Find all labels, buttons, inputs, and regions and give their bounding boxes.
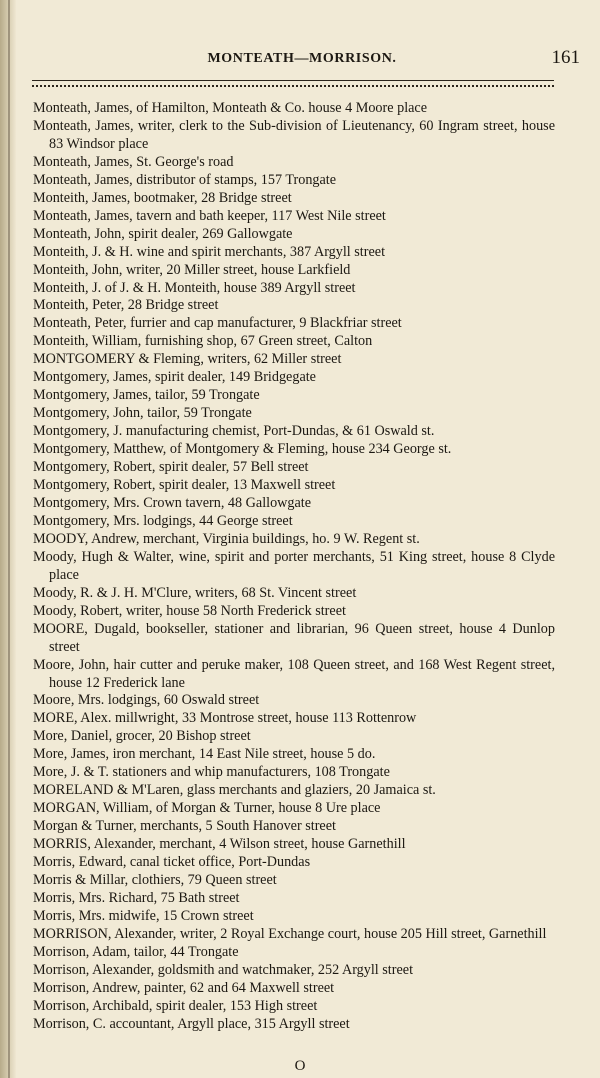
directory-entry: MORE, Alex. millwright, 33 Montrose street, house 113 Rottenrow [33,710,417,727]
directory-entry: More, J. & T. stationers and whip manufacturers, 108 Trongate [33,764,390,781]
directory-entry: Morris, Edward, canal ticket office, Port-Dundas [33,854,311,871]
directory-entry: MORRISON, Alexander, writer, 2 Royal Exchange court, house 205 Hill street, Garnethill [33,925,547,942]
directory-entry: Monteath, John, spirit dealer, 269 Gallowgate [33,225,293,242]
directory-entry: Monteath, James, of Hamilton, Monteath & Co. house 4 Moore place [33,100,428,116]
directory-entry: MORELAND & M'Laren, glass merchants and glaziers, 20 Jamaica st. [33,782,436,799]
directory-entry: More, Daniel, grocer, 20 Bishop street [33,728,251,745]
directory-entry: Monteith, Peter, 28 Bridge street [33,297,219,314]
directory-entry: Morris & Millar, clothiers, 79 Queen street [33,871,277,888]
directory-entry: Moody, Robert, writer, house 58 North Frederick street [33,602,346,619]
directory-entry: Monteath, James, St. George's road [33,153,234,170]
page-header [24,47,580,73]
directory-entry: Monteith, J. of J. & H. Monteith, house 389 Argyll street [33,279,356,296]
directory-entry: Monteath, Peter, furrier and cap manufacturer, 9 Blackfriar street [33,315,402,332]
directory-entry: MORGAN, William, of Morgan & Turner, house 8 Ure place [33,800,381,817]
directory-entry: MONTGOMERY & Fleming, writers, 62 Miller street [33,351,342,368]
directory-entry: Monteith, J. & H. wine and spirit merchants, 387 Argyll street [33,243,386,260]
directory-entry: Montgomery, Mrs. lodgings, 44 George street [33,512,293,529]
page-number: 161 [551,47,580,68]
running-head: MONTEATH—MORRISON. [207,51,397,66]
directory-entry: Morris, Mrs. Richard, 75 Bath street [33,889,240,906]
directory-entry: Montgomery, Matthew, of Montgomery & Fleming, house 234 George st. [33,441,452,458]
directory-entry: Montgomery, J. manufacturing chemist, Port-Dundas, & 61 Oswald st. [33,423,435,440]
directory-entry: Monteith, John, writer, 20 Miller street, house Larkfield [33,261,351,278]
directory-entry: Morrison, Archibald, spirit dealer, 153 High street [33,997,318,1014]
signature-mark: O [294,1058,306,1074]
header-rule [32,80,554,87]
directory-entry: Monteath, James, writer, clerk to the Sub-division of Lieutenancy, 60 Ingram street, house 83 Windsor place [33,117,555,152]
directory-entry: Montgomery, James, tailor, 59 Trongate [33,387,260,404]
directory-entry: Morris, Mrs. midwife, 15 Crown street [33,907,254,924]
directory-entry: Montgomery, John, tailor, 59 Trongate [33,405,252,422]
directory-entry: Monteath, James, distributor of stamps, 157 Trongate [33,171,337,188]
directory-entry: Morgan & Turner, merchants, 5 South Hanover street [33,818,336,835]
binding-shadow-line [8,0,10,1078]
directory-entry: Moody, R. & J. H. M'Clure, writers, 68 St. Vincent street [33,584,357,601]
directory-entry: Monteith, William, furnishing shop, 67 Green street, Calton [33,333,373,350]
directory-entry-list [33,100,555,1034]
directory-entry: Morrison, Andrew, painter, 62 and 64 Maxwell street [33,979,335,996]
directory-entry: Monteith, James, bootmaker, 28 Bridge street [33,189,292,206]
directory-entry: Moore, Mrs. lodgings, 60 Oswald street [33,692,260,709]
directory-entry: MOORE, Dugald, bookseller, stationer and librarian, 96 Queen street, house 4 Dunlop street [33,620,555,655]
directory-entry: Montgomery, Mrs. Crown tavern, 48 Gallowgate [33,494,312,511]
directory-entry: Morrison, C. accountant, Argyll place, 315 Argyll street [33,1015,350,1032]
directory-entry: Morrison, Adam, tailor, 44 Trongate [33,943,239,960]
directory-entry: Morrison, Alexander, goldsmith and watchmaker, 252 Argyll street [33,961,414,978]
directory-entry: Monteath, James, tavern and bath keeper, 117 West Nile street [33,207,386,224]
directory-entry: Moody, Hugh & Walter, wine, spirit and porter merchants, 51 King street, house 8 Clyde place [33,548,555,583]
directory-entry: Montgomery, Robert, spirit dealer, 57 Bell street [33,459,309,476]
directory-entry: Montgomery, Robert, spirit dealer, 13 Maxwell street [33,477,336,494]
directory-entry: MOODY, Andrew, merchant, Virginia buildings, ho. 9 W. Regent st. [33,530,420,547]
directory-entry: Montgomery, James, spirit dealer, 149 Bridgegate [33,369,316,386]
directory-entry: More, James, iron merchant, 14 East Nile street, house 5 do. [33,746,376,763]
directory-entry: MORRIS, Alexander, merchant, 4 Wilson street, house Garnethill [33,836,406,853]
directory-entry: Moore, John, hair cutter and peruke maker, 108 Queen street, and 168 West Regent street, house 12 Frederick lane [33,656,555,691]
